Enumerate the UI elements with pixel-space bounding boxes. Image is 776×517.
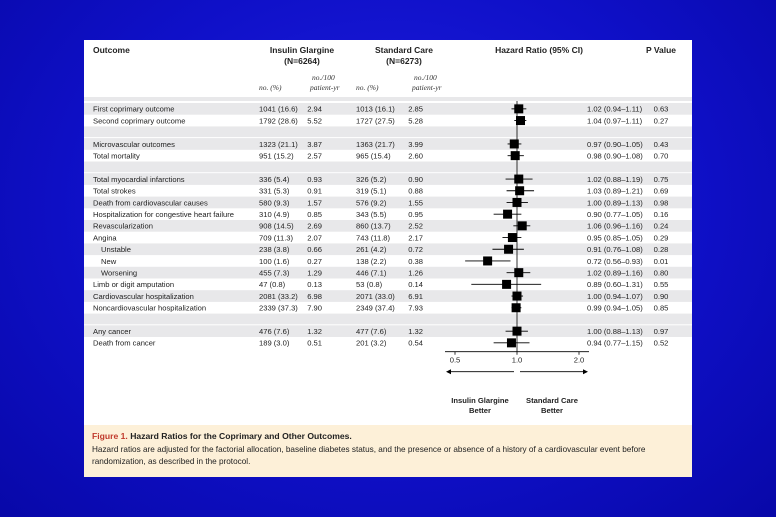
glargine-count: 47 (0.8) [259,280,286,290]
outcome-row [93,280,668,289]
p-value: 0.55 [653,280,669,290]
outcome-row [93,151,668,160]
p-value: 0.27 [653,116,669,126]
header-separator [84,97,692,101]
p-value: 0.97 [653,326,669,336]
standard-count: 343 (5.5) [356,209,387,219]
hazard-ratio-text: 0.99 (0.94–1.05) [587,303,643,313]
outcome-label: Cardiovascular hospitalization [93,291,194,301]
standard-header: Standard Care [374,45,434,55]
p-value: 0.75 [653,174,669,184]
standard-count: 1013 (16.1) [356,104,395,114]
left-arrow-label-2: Better [469,406,491,415]
figure-caption [84,425,692,477]
hr-marker [518,221,527,230]
glargine-rate: 0.91 [307,186,322,196]
standard-count: 138 (2.2) [356,256,387,266]
glargine-rate: 7.90 [307,303,322,313]
glargine-count: 908 (14.5) [259,221,294,231]
standard-count: 477 (7.6) [356,326,387,336]
hazard-ratio-text: 1.06 (0.96–1.16) [587,221,643,231]
glargine-n-header: (N=6264) [284,56,320,66]
caption-title-line [92,431,684,441]
hr-marker [514,104,523,113]
outcome-label: Limb or digit amputation [93,280,175,290]
standard-rate: 5.28 [408,116,423,126]
standard-rate: 0.38 [408,256,423,266]
hr-marker [512,303,521,312]
glargine-count: 100 (1.6) [259,256,290,266]
column-headers [93,45,676,92]
glargine-count: 709 (11.3) [259,233,294,243]
hr-marker [514,268,523,277]
p-value: 0.01 [653,256,669,266]
right-arrowhead [583,369,588,374]
hr-marker [515,186,524,195]
group-separator [84,162,692,173]
outcome-label: Microvascular outcomes [93,139,175,149]
glargine-count: 1041 (16.6) [259,104,298,114]
group-separator [84,126,692,137]
outcome-label: Death from cardiovascular causes [93,198,208,208]
standard-rate: 1.55 [408,198,423,208]
standard-count: 446 (7.1) [356,268,387,278]
glargine-rate: 3.87 [307,139,322,149]
hazard-ratio-text: 0.89 (0.60–1.31) [587,280,643,290]
glargine-rate: 0.27 [307,256,322,266]
outcome-label: New [101,256,117,266]
hr-marker [502,280,511,289]
outcome-label: Angina [93,233,117,243]
standard-rate: 6.91 [408,291,423,301]
glargine-rate: 6.98 [307,291,322,301]
glargine-count: 1792 (28.6) [259,116,298,126]
glargine-rate: 2.69 [307,221,322,231]
standard-count: 326 (5.2) [356,174,387,184]
p-value: 0.24 [653,221,669,231]
standard-rate: 0.72 [408,245,423,255]
left-arrowhead [446,369,451,374]
outcome-row [93,233,668,242]
outcome-label: Revascularization [93,221,153,231]
x-tick-label: 1.0 [511,355,523,365]
p-value: 0.63 [653,104,669,114]
caption-title: Hazard Ratios for the Coprimary and Other Outcomes. [130,431,352,441]
standard-count: 576 (9.2) [356,198,387,208]
hr-marker [483,256,492,265]
hazard-ratio-text: 0.90 (0.77–1.05) [587,209,643,219]
outcome-label: Any cancer [93,326,131,336]
glargine-rate: 0.93 [307,174,322,184]
glargine-rate-subheader-2: patient-yr [310,83,340,92]
hazard-ratio-text: 1.02 (0.89–1.16) [587,268,643,278]
hazard-ratio-text: 0.95 (0.85–1.05) [587,233,643,243]
glargine-rate: 1.57 [307,198,322,208]
standard-count: 860 (13.7) [356,221,391,231]
left-arrow-label-1: Insulin Glargine [451,396,509,405]
glargine-count: 336 (5.4) [259,174,290,184]
hazard-ratio-text: 1.03 (0.89–1.21) [587,186,643,196]
glargine-rate: 5.52 [307,116,322,126]
hazard-ratio-text: 0.72 (0.56–0.93) [587,256,643,266]
p-value: 0.29 [653,233,669,243]
outcome-label: Total myocardial infarctions [93,174,185,184]
glargine-rate: 0.51 [307,338,322,348]
glargine-rate: 2.94 [307,104,322,114]
p-value: 0.85 [653,303,669,313]
glargine-count: 951 (15.2) [259,151,294,161]
standard-rate: 3.99 [408,139,423,149]
caption-text: Hazard ratios are adjusted for the factorial allocation, baseline diabetes status, and the presence or absence of a history of a cardiovascular event before randomization, as described in the protocol. [92,445,646,466]
standard-rate-subheader-1: no./100 [414,73,437,82]
standard-rate: 2.17 [408,233,423,243]
glargine-rate: 0.66 [307,245,322,255]
standard-count: 1727 (27.5) [356,116,395,126]
hr-header: Hazard Ratio (95% CI) [495,45,583,55]
outcome-row [93,338,668,347]
figure-panel [84,40,692,477]
standard-count: 319 (5.1) [356,186,387,196]
outcome-label: Hospitalization for congestive heart failure [93,209,234,219]
hazard-ratio-text: 1.02 (0.88–1.19) [587,174,643,184]
outcome-label: Second coprimary outcome [93,116,186,126]
standard-count: 1363 (21.7) [356,139,395,149]
x-tick-label: 0.5 [449,355,461,365]
hazard-ratio-text: 1.04 (0.97–1.11) [587,116,643,126]
hazard-ratio-text: 0.97 (0.90–1.05) [587,139,643,149]
outcome-header: Outcome [93,45,130,55]
standard-count: 2349 (37.4) [356,303,395,313]
hazard-ratio-text: 0.98 (0.90–1.08) [587,151,643,161]
glargine-rate: 2.07 [307,233,322,243]
p-value: 0.90 [653,291,669,301]
standard-count: 261 (4.2) [356,245,387,255]
standard-count: 53 (0.8) [356,280,383,290]
p-value: 0.52 [653,338,669,348]
hr-marker [510,139,519,148]
standard-n-header: (N=6273) [386,56,422,66]
standard-rate: 2.85 [408,104,423,114]
hr-marker [503,210,512,219]
standard-rate: 2.60 [408,151,423,161]
glargine-count: 476 (7.6) [259,326,290,336]
outcome-label: Total strokes [93,186,136,196]
glargine-count: 310 (4.9) [259,209,290,219]
p-value: 0.98 [653,198,669,208]
hazard-ratio-text: 0.91 (0.76–1.08) [587,245,643,255]
glargine-rate: 2.57 [307,151,322,161]
glargine-count: 2339 (37.3) [259,303,298,313]
standard-rate-subheader-2: patient-yr [412,83,442,92]
p-value: 0.69 [653,186,669,196]
glargine-count: 455 (7.3) [259,268,290,278]
outcome-row [93,186,668,195]
figure-label: Figure 1. [92,431,128,441]
outcome-row [93,116,668,125]
outcome-label: Death from cancer [93,338,156,348]
glargine-no-subheader: no. (%) [259,83,282,92]
hr-marker [511,151,520,160]
right-arrow-label-1: Standard Care [526,396,578,405]
glargine-rate: 0.13 [307,280,322,290]
standard-rate: 2.52 [408,221,423,231]
hazard-ratio-text: 0.94 (0.77–1.15) [587,338,643,348]
standard-count: 201 (3.2) [356,338,387,348]
standard-rate: 1.26 [408,268,423,278]
hr-marker [514,175,523,184]
outcome-row [93,303,668,312]
outcome-label: Noncardiovascular hospitalization [93,303,207,313]
glargine-header: Insulin Glargine [269,45,335,55]
glargine-rate: 1.32 [307,326,322,336]
hr-marker [508,233,517,242]
outcome-row [101,256,668,265]
glargine-rate: 0.85 [307,209,322,219]
glargine-rate-subheader-1: no./100 [312,73,335,82]
glargine-count: 2081 (33.2) [259,291,298,301]
p-value: 0.70 [653,151,669,161]
outcome-label: Total mortality [93,151,140,161]
outcome-row [93,210,668,219]
glargine-rate: 1.29 [307,268,322,278]
standard-rate: 7.93 [408,303,423,313]
standard-rate: 0.88 [408,186,423,196]
hazard-ratio-text: 1.00 (0.88–1.13) [587,326,643,336]
hazard-ratio-text: 1.02 (0.94–1.11) [587,104,643,114]
standard-rate: 0.14 [408,280,423,290]
standard-rate: 0.54 [408,338,423,348]
glargine-count: 1323 (21.1) [259,139,298,149]
forest-plot [84,40,692,425]
standard-rate: 0.90 [408,174,423,184]
standard-rate: 0.95 [408,209,423,219]
hr-marker [507,338,516,347]
right-arrow-label-2: Better [541,406,563,415]
glargine-count: 331 (5.3) [259,186,290,196]
p-value: 0.16 [653,209,669,219]
hazard-ratio-text: 1.00 (0.94–1.07) [587,291,643,301]
glargine-count: 189 (3.0) [259,338,290,348]
standard-count: 965 (15.4) [356,151,391,161]
hr-marker [504,245,513,254]
p-value: 0.43 [653,139,669,149]
outcome-label: Worsening [101,268,138,278]
outcome-label: Unstable [101,245,131,255]
standard-no-subheader: no. (%) [356,83,379,92]
glargine-count: 580 (9.3) [259,198,290,208]
outcome-label: First coprimary outcome [93,104,175,114]
standard-count: 743 (11.8) [356,233,391,243]
x-tick-label: 2.0 [573,355,585,365]
standard-rate: 1.32 [408,326,423,336]
p-value-header: P Value [645,45,677,55]
glargine-count: 238 (3.8) [259,245,290,255]
group-separator [84,314,692,325]
standard-count: 2071 (33.0) [356,291,395,301]
p-value: 0.28 [653,245,669,255]
hazard-ratio-text: 1.00 (0.89–1.13) [587,198,643,208]
p-value: 0.80 [653,268,669,278]
